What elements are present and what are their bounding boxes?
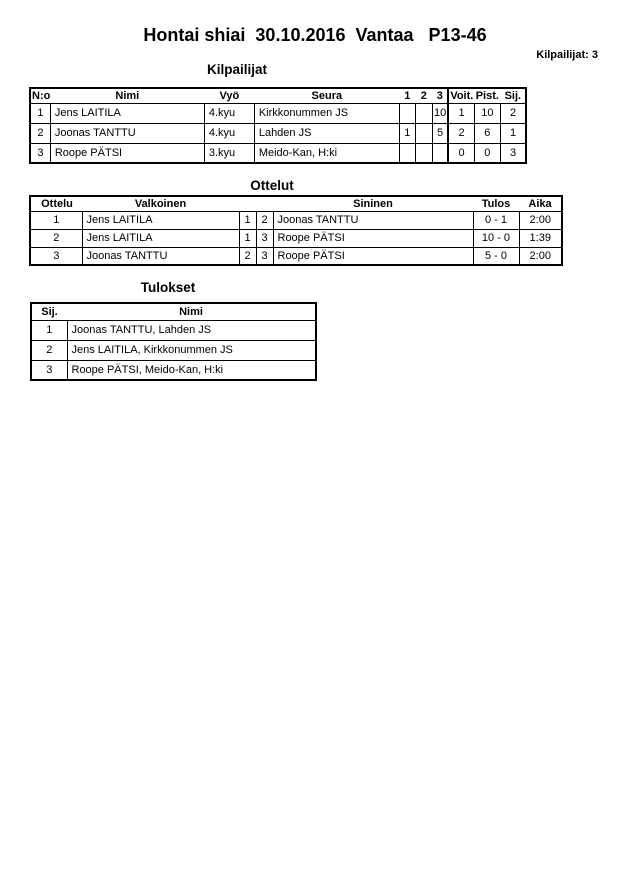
cell-round-3: 10: [432, 103, 448, 123]
cell-sininen: Joonas TANTTU: [273, 211, 473, 229]
ottelut-table: [29, 195, 563, 266]
cell-valkoinen: Jens LAITILA: [82, 229, 239, 247]
page-title: Hontai shiai 30.10.2016 Vantaa P13-46: [143, 25, 487, 45]
cell-blue-number: 3: [256, 229, 273, 247]
cell-sij: 2: [31, 340, 67, 360]
cell-aika: 2:00: [519, 211, 562, 229]
cell-round-2: [415, 103, 432, 123]
table-row: [30, 103, 526, 123]
cell-round-3: 5: [432, 123, 448, 143]
cell-no: 3: [30, 143, 50, 163]
header-tulos: Tulos: [473, 196, 519, 211]
tulokset-table: [30, 302, 317, 381]
header-round-1: 1: [399, 88, 415, 103]
cell-sij: 1: [500, 123, 526, 143]
table-row: [30, 229, 562, 247]
section-heading-kilpailijat: Kilpailijat: [206, 62, 268, 77]
cell-voit: 2: [448, 123, 474, 143]
cell-blue-number: 2: [256, 211, 273, 229]
section-heading-tulokset: Tulokset: [140, 280, 196, 295]
cell-sij: 3: [31, 360, 67, 380]
header-sininen: Sininen: [273, 196, 473, 211]
competitors-count-label: Kilpailijat: 3: [536, 49, 598, 61]
cell-pist: 10: [474, 103, 500, 123]
cell-valkoinen: Jens LAITILA: [82, 211, 239, 229]
cell-round-2: [415, 123, 432, 143]
cell-voit: 0: [448, 143, 474, 163]
table-row: [31, 320, 316, 340]
cell-round-3: [432, 143, 448, 163]
section-heading-ottelut: Ottelut: [250, 178, 294, 193]
cell-no: 1: [30, 103, 50, 123]
cell-tulos: 5 - 0: [473, 247, 519, 265]
table-row: [31, 360, 316, 380]
table-row: [30, 123, 526, 143]
cell-nimi: Joonas TANTTU: [50, 123, 204, 143]
cell-vyo: 4.kyu: [204, 123, 254, 143]
ottelut-header-row: [30, 196, 562, 211]
cell-match-no: 2: [30, 229, 82, 247]
cell-aika: 2:00: [519, 247, 562, 265]
cell-tulos: 10 - 0: [473, 229, 519, 247]
cell-white-number: 2: [239, 247, 256, 265]
cell-pist: 0: [474, 143, 500, 163]
header-round-3: 3: [432, 88, 448, 103]
cell-seura: Meido-Kan, H:ki: [254, 143, 399, 163]
table-row: [30, 143, 526, 163]
cell-nimi: Jens LAITILA: [50, 103, 204, 123]
header-vyo: Vyö: [204, 88, 254, 103]
cell-sij: 1: [31, 320, 67, 340]
cell-nimi: Roope PÄTSI: [50, 143, 204, 163]
cell-blue-number: 3: [256, 247, 273, 265]
cell-nimi: Joonas TANTTU, Lahden JS: [67, 320, 316, 340]
header-pist: Pist.: [475, 89, 499, 102]
cell-valkoinen: Joonas TANTTU: [82, 247, 239, 265]
table-row: [31, 340, 316, 360]
cell-match-no: 1: [30, 211, 82, 229]
cell-aika: 1:39: [519, 229, 562, 247]
cell-round-1: 1: [399, 123, 415, 143]
cell-pist: 6: [474, 123, 500, 143]
header-nimi: Nimi: [50, 88, 204, 103]
cell-sij: 3: [500, 143, 526, 163]
cell-match-no: 3: [30, 247, 82, 265]
kilpailijat-table: [29, 87, 527, 164]
header-sij: Sij.: [500, 88, 526, 103]
header-ottelu: Ottelu: [30, 196, 82, 211]
cell-sininen: Roope PÄTSI: [273, 247, 473, 265]
header-round-2: 2: [415, 88, 432, 103]
cell-round-2: [415, 143, 432, 163]
cell-seura: Kirkkonummen JS: [254, 103, 399, 123]
header-seura: Seura: [254, 88, 399, 103]
cell-sininen: Roope PÄTSI: [273, 229, 473, 247]
cell-nimi: Jens LAITILA, Kirkkonummen JS: [67, 340, 316, 360]
cell-vyo: 4.kyu: [204, 103, 254, 123]
header-nimi: Nimi: [67, 303, 316, 320]
cell-round-1: [399, 103, 415, 123]
table-row: [30, 247, 562, 265]
cell-white-number: 1: [239, 229, 256, 247]
cell-vyo: 3.kyu: [204, 143, 254, 163]
cell-tulos: 0 - 1: [473, 211, 519, 229]
cell-voit: 1: [448, 103, 474, 123]
cell-no: 2: [30, 123, 50, 143]
cell-seura: Lahden JS: [254, 123, 399, 143]
cell-white-number: 1: [239, 211, 256, 229]
tulokset-header-row: [31, 303, 316, 320]
table-row: [30, 211, 562, 229]
header-sij: Sij.: [31, 303, 67, 320]
header-voit: Voit.: [450, 89, 474, 102]
header-no: N:o: [32, 89, 51, 102]
header-white-number: [239, 196, 256, 211]
cell-nimi: Roope PÄTSI, Meido-Kan, H:ki: [67, 360, 316, 380]
header-valkoinen: Valkoinen: [82, 196, 239, 211]
header-blue-number: [256, 196, 273, 211]
cell-sij: 2: [500, 103, 526, 123]
cell-round-1: [399, 143, 415, 163]
kilpailijat-header-row: [30, 88, 526, 103]
header-aika: Aika: [519, 196, 562, 211]
